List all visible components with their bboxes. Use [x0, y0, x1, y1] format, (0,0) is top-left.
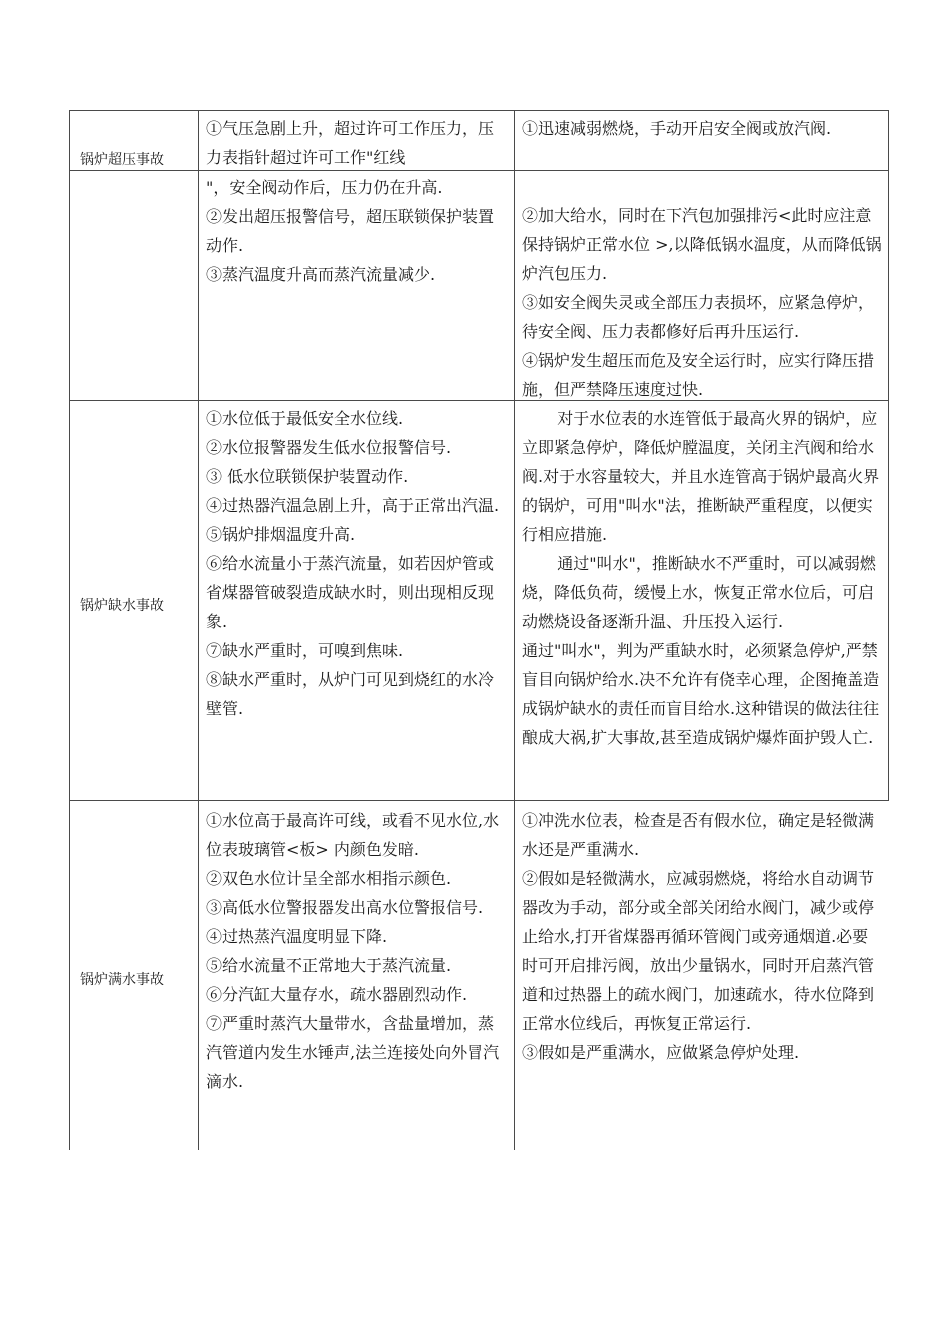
symptom-item: "，安全阀动作后，压力仍在升高.	[206, 178, 443, 197]
table-border-right	[888, 110, 889, 800]
symptom-item: ⑤给水流量不正常地大于蒸汽流量.	[206, 956, 452, 975]
category-water-overflow: 锅炉满水事故	[80, 972, 164, 988]
category-water-shortage: 锅炉缺水事故	[80, 598, 164, 614]
symptom-item: ④过热器汽温急剧上升，高于正常出汽温.	[206, 496, 500, 515]
symptom-item: ⑥给水流量小于蒸汽流量，如若因炉管或省煤器管破裂造成缺水时，则出现相反现象.	[206, 554, 495, 631]
measures-cell-water-overflow	[522, 806, 884, 1106]
measure-item: ①冲洗水位表，检查是否有假水位，确定是轻微满水还是严重满水.	[522, 811, 875, 859]
symptom-item: ②水位报警器发生低水位报警信号.	[206, 438, 452, 457]
row-divider-2	[69, 400, 889, 401]
symptom-item: ⑦严重时蒸汽大量带水，含盐量增加，蒸汽管道内发生水锤声,法兰连接处向外冒汽滴水.	[206, 1014, 500, 1091]
symptom-item: ③蒸汽温度升高而蒸汽流量减少.	[206, 265, 436, 284]
table-border-left	[69, 110, 70, 1150]
measures-cell-water-shortage	[522, 404, 884, 800]
measures-cell-overpressure-1	[522, 114, 884, 170]
symptom-item: ②双色水位计呈全部水相指示颜色.	[206, 869, 452, 888]
symptom-item: ⑦缺水严重时，可嗅到焦味.	[206, 641, 404, 660]
table-border-top	[69, 110, 889, 111]
measure-item: ④锅炉发生超压而危及安全运行时，应实行降压措施，但严禁降压速度过快.	[522, 351, 875, 399]
measure-item: ③如安全阀失灵或全部压力表损坏，应紧急停炉，待安全阀、压力表都修好后再升压运行.	[522, 293, 875, 341]
row-divider-3	[69, 800, 889, 801]
symptoms-cell-overpressure-1	[206, 114, 508, 172]
symptoms-cell-water-shortage	[206, 404, 508, 798]
measures-cell-overpressure-2	[522, 201, 884, 399]
symptom-item: ⑧缺水严重时，从炉门可见到烧红的水冷壁管.	[206, 670, 495, 718]
measure-item: 通过"叫水"，推断缺水不严重时，可以减弱燃烧，降低负荷，缓慢上水，恢复正常水位后，可启动燃烧设备逐渐升温、升压投入运行.	[522, 554, 876, 631]
symptom-item: ⑤锅炉排烟温度升高.	[206, 525, 356, 544]
symptom-item: ②发出超压报警信号，超压联锁保护装置动作.	[206, 207, 495, 255]
category-overpressure: 锅炉超压事故	[80, 152, 164, 168]
measure-item: ①迅速减弱燃烧，手动开启安全阀或放汽阀.	[522, 119, 832, 138]
symptom-item: ①气压急剧上升，超过许可工作压力，压力表指针超过许可工作"红线	[206, 119, 495, 167]
measure-item: 通过"叫水"，判为严重缺水时，必须紧急停炉,严禁盲目向锅炉给水.决不允许有侥幸心理，企图掩盖造成锅炉缺水的责任而盲目给水.这种错误的做法往往酿成大祸,扩大事故,甚至造成锅炉爆炸面护毁人亡.	[522, 641, 880, 747]
measure-item: ③假如是严重满水，应做紧急停炉处理.	[522, 1043, 800, 1062]
symptom-item: ①水位低于最低安全水位线.	[206, 409, 404, 428]
measure-item: 对于水位表的水连管低于最高火界的锅炉，应立即紧急停炉，降低炉膛温度，关闭主汽阀和给水阀.对于水容量较大，并且水连管高于锅炉最高火界的锅炉，可用"叫水"法，推断缺严重程度，以便实行相应措施.	[522, 409, 880, 544]
column-divider-1	[198, 110, 199, 1150]
symptom-item: ③ 低水位联锁保护装置动作.	[206, 467, 409, 486]
symptom-item: ④过热蒸汽温度明显下降.	[206, 927, 388, 946]
measure-item: ②假如是轻微满水，应减弱燃烧，将给水自动调节器改为手动，部分或全部关闭给水阀门，减少或停止给水,打开省煤器再循环管阀门或旁通烟道.必要时可开启排污阀，放出少量锅水，同时开启蒸汽管道和过热器上的疏水阀门，加速疏水，待水位降到正常水位线后，再恢复正常运行.	[522, 869, 875, 1033]
symptom-item: ⑥分汽缸大量存水，疏水器剧烈动作.	[206, 985, 468, 1004]
measure-item: ②加大给水，同时在下汽包加强排污<此时应注意保持锅炉正常水位 >,以降低锅水温度，从而降低锅炉汽包压力.	[522, 206, 882, 283]
symptoms-cell-overpressure-2	[206, 173, 508, 398]
column-divider-2	[514, 110, 515, 1150]
symptom-item: ①水位高于最高许可线，或看不见水位,水位表玻璃管<板> 内颜色发暗.	[206, 811, 500, 859]
symptoms-cell-water-overflow	[206, 806, 508, 1136]
symptom-item: ③高低水位警报器发出高水位警报信号.	[206, 898, 484, 917]
